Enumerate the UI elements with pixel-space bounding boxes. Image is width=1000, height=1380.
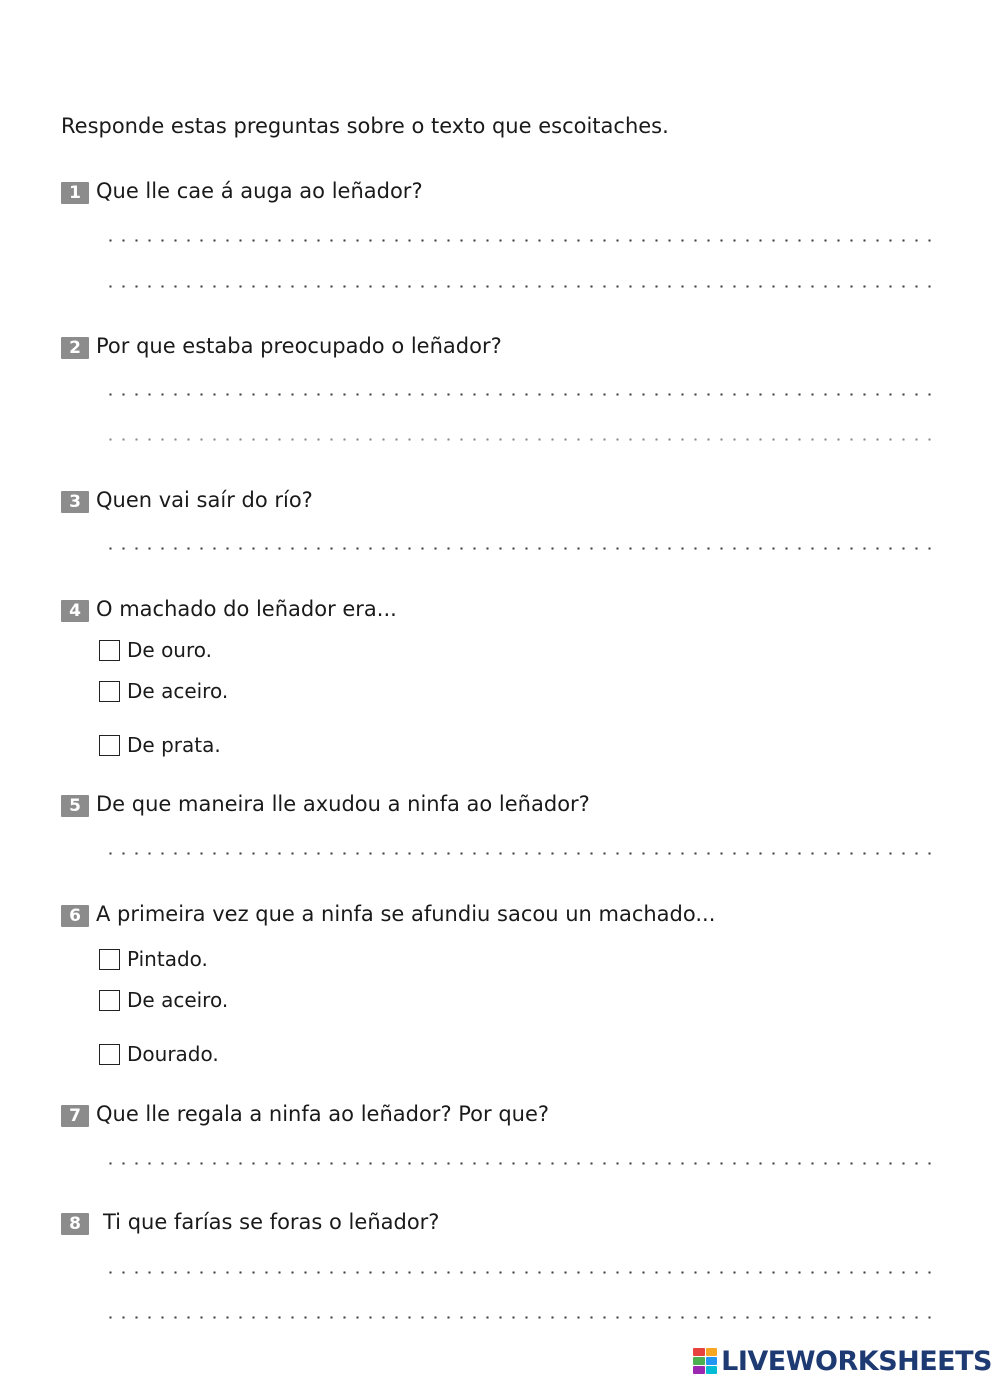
question-number-badge: 7	[61, 1105, 89, 1127]
option-label: Dourado.	[127, 1042, 219, 1066]
answer-line[interactable]	[104, 1316, 934, 1319]
option-checkbox[interactable]	[99, 735, 120, 756]
option-checkbox[interactable]	[99, 1044, 120, 1065]
question-number-badge: 6	[61, 905, 89, 927]
question-number-badge: 1	[61, 182, 89, 204]
question-text: O machado do leñador era...	[96, 597, 397, 621]
option-checkbox[interactable]	[99, 640, 120, 661]
option-label: De aceiro.	[127, 988, 229, 1012]
answer-line[interactable]	[104, 1271, 934, 1274]
question-text: Que lle cae á auga ao leñador?	[96, 179, 423, 203]
option-checkbox[interactable]	[99, 949, 120, 970]
instructions-text: Responde estas preguntas sobre o texto que escoitaches.	[61, 114, 669, 138]
logo-block	[706, 1366, 718, 1374]
option-checkbox[interactable]	[99, 681, 120, 702]
answer-line[interactable]	[104, 285, 934, 288]
answer-line[interactable]	[104, 1162, 934, 1165]
answer-line[interactable]	[104, 852, 934, 855]
question-number-badge: 4	[61, 600, 89, 622]
answer-line[interactable]	[104, 393, 934, 396]
question-text: Que lle regala a ninfa ao leñador? Por que?	[96, 1102, 550, 1126]
question-number-badge: 5	[61, 795, 89, 817]
option-label: De aceiro.	[127, 679, 229, 703]
option-label: Pintado.	[127, 947, 208, 971]
question-text: Por que estaba preocupado o leñador?	[96, 334, 502, 358]
logo-text: LIVEWORKSHEETS	[721, 1345, 992, 1377]
question-text: Quen vai saír do río?	[96, 488, 313, 512]
question-text: Ti que farías se foras o leñador?	[103, 1210, 440, 1234]
logo-block	[693, 1366, 705, 1374]
answer-line[interactable]	[104, 239, 934, 242]
logo-block	[693, 1357, 705, 1365]
question-number-badge: 2	[61, 337, 89, 359]
option-label: De prata.	[127, 733, 221, 757]
question-number-badge: 3	[61, 491, 89, 513]
logo-block	[706, 1348, 718, 1356]
logo-block	[706, 1357, 718, 1365]
question-text: A primeira vez que a ninfa se afundiu sacou un machado...	[96, 902, 716, 926]
liveworksheets-logo	[693, 1343, 992, 1379]
logo-block	[693, 1348, 705, 1356]
option-label: De ouro.	[127, 638, 212, 662]
logo-mark-icon	[693, 1348, 717, 1374]
question-number-badge: 8	[61, 1213, 89, 1235]
option-checkbox[interactable]	[99, 990, 120, 1011]
answer-line[interactable]	[104, 438, 934, 441]
question-text: De que maneira lle axudou a ninfa ao leñador?	[96, 792, 590, 816]
answer-line[interactable]	[104, 547, 934, 550]
